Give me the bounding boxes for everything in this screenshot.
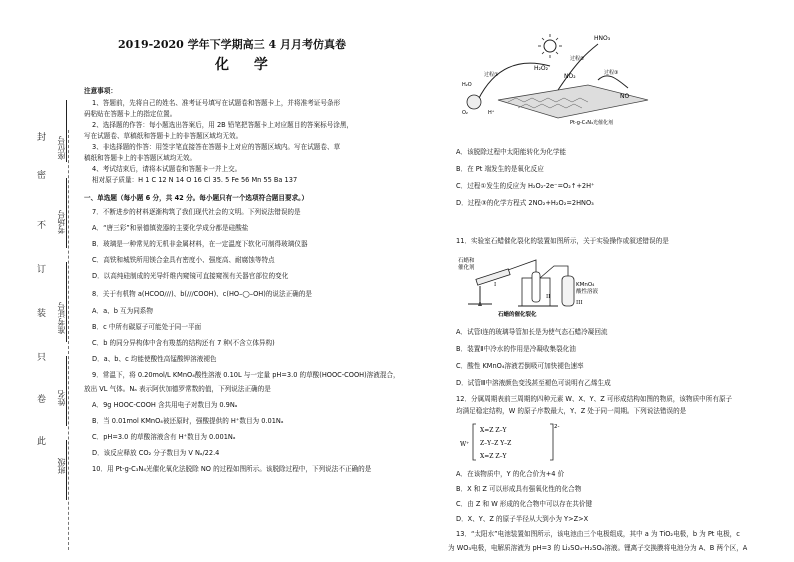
note-line: 码粘贴在答题卡上的指定位置。: [84, 110, 177, 118]
q10-option-a: A．该脱除过程中太阳能转化为化学能: [456, 148, 567, 156]
fig10-label-process2: 过程②: [570, 56, 585, 62]
side-char-4: 订: [37, 265, 47, 275]
fig10-label-h2o2: H₂O₂: [534, 65, 549, 72]
fig11-label-ii: II: [546, 294, 551, 300]
question-9: 9．常温下，将 0.20mol/L KMnO₄酸性溶液 0.10L 与一定量 pH=3.0 的草酸(HOOC-COOH)溶液混合，: [92, 371, 400, 379]
fig11-label-kmno4: KMnO₄: [576, 282, 595, 288]
q11-option-a: A．试管Ⅰ连的玻璃导管加长是为使气态石蜡冷凝回流: [456, 328, 608, 336]
note-line: 写在试题卷、草稿纸和答题卡上的非答题区域均无效。: [84, 132, 243, 140]
side-label-class: 班级: [57, 458, 66, 474]
fig11-label-acid: 酸性溶液: [576, 289, 599, 295]
atomic-masses: 相对原子质量：H 1 C 12 N 14 O 16 Cl 35. 5 Fe 56 Mn 55 Ba 137: [92, 176, 298, 184]
fig10-label-o2: O₂: [462, 110, 468, 116]
fig10-label-process1: 过程①: [484, 72, 499, 78]
fig10-label-no2: NO₂: [564, 73, 576, 80]
room-line: [66, 178, 67, 248]
side-char-8: 此: [37, 437, 47, 447]
q8-option-c: C．b 的同分异构体中含有羧基的结构还有 7 种(不含立体异构): [92, 339, 275, 347]
q11-option-c: C．酸性 KMnO₄溶液若倒吸可加快褪色速率: [456, 362, 584, 370]
side-label-ticket: 准考证号: [57, 302, 66, 334]
q8-option-a: A．a、b 互为同系物: [92, 307, 153, 315]
q10-option-d: D．过程③的化学方程式 2NO₂+H₂O₂=2HNO₃: [456, 199, 594, 207]
fig12-w-ion: W⁺: [460, 441, 470, 448]
fig12-charge: 2-: [554, 424, 560, 430]
question-12-cont: 均满足稳定结构，W 的原子序数最大，Y、Z 处于同一周期。下列说法错误的是: [456, 407, 687, 415]
class-line: [66, 440, 67, 500]
q10-option-b: B．在 Pt 端发生的是氧化反应: [456, 165, 544, 173]
note-line: 3、非选择题的作答：用签字笔直接答在答题卡上对应的答题区域内。写在试题卷、草: [92, 143, 341, 151]
fig11-label-paraffin: 石蜡和: [458, 258, 475, 264]
side-char-1: 封: [37, 133, 47, 143]
side-char-7: 卷: [37, 395, 47, 405]
name-line: [66, 356, 67, 426]
q10-option-c: C．过程①发生的反应为 H₂O₂-2e⁻=O₂↑+2H⁺: [456, 182, 595, 190]
q9-option-c: C．pH=3.0 的草酸溶液含有 H⁺数目为 0.001Nₐ: [92, 433, 236, 441]
q7-option-b: B．玻璃是一种常见的无机非金属材料，在一定温度下软化可制得玻璃仪器: [92, 240, 308, 248]
side-char-3: 不: [37, 221, 47, 231]
question-8: 8．关于有机物 a(HCOO∕∕∕)、b(∕∕∕COOH)、c(HO–◯–OH)的说法正确的是: [92, 290, 312, 298]
q12-option-d: D．X、Y、Z 的原子半径从大到小为 Y>Z>X: [456, 515, 589, 523]
note-line: 2、选择题的作答：每小题选出答案后，用 2B 铅笔把答题卡上对应题目的答案标号涂黑，: [92, 121, 354, 129]
q12-option-b: B．X 和 Z 可以形成具有强氧化性的化合物: [456, 485, 582, 493]
question-11: 11．实验室石蜡催化裂化的装置如图所示，关于实验操作或叙述错误的是: [456, 237, 669, 245]
q11-option-b: B．装置Ⅱ中冷水的作用是冷凝收集裂化油: [456, 345, 576, 353]
side-label-seat: 座位号: [57, 136, 66, 160]
question-12: 12．分属周期表前三周期的四种元素 W、X、Y、Z 可形成结构如图的物质，该物质中所有原子: [456, 395, 733, 403]
fig11-label-i: I: [494, 282, 497, 288]
side-char-2: 密: [37, 171, 47, 181]
binding-column: [0, 0, 82, 562]
q12-option-c: C．由 Z 和 W 形成的化合物中可以存在共价键: [456, 500, 593, 508]
fig10-label-h2o: H₂O: [462, 82, 472, 88]
q9-option-d: D．该反应释放 CO₂ 分子数目为 V Nₐ/22.4: [92, 449, 220, 457]
fig12-row-1: X=Z Z–Y: [480, 427, 507, 434]
fig11-label-iii: III: [576, 300, 583, 306]
side-label-room: 考场号: [57, 210, 66, 234]
fig10-label-h-plus: H⁺: [488, 110, 495, 116]
q9-option-a: A．9g HOOC-COOH 含共用电子对数目为 0.9Nₐ: [92, 401, 238, 409]
q8-option-b: B．c 中所有碳原子可能处于同一平面: [92, 323, 202, 331]
fig10-label-catalyst: Pt-g-C₃N₄光催化剂: [570, 120, 613, 126]
fig12-row-2: Z–Y–Z Y–Z: [480, 440, 512, 447]
fig11-caption: 石蜡的催化裂化: [498, 312, 537, 318]
fig11-label-catalyst: 催化剂: [458, 265, 475, 271]
exam-title: 2019-2020 学年下学期高三 4 月月考仿真卷: [118, 38, 346, 51]
seat-line: [66, 100, 67, 162]
side-char-6: 只: [37, 353, 47, 363]
question-13: 13．“太阳水”电池装置如图所示，该电池由三个电极组成，其中 a 为 TiO₂电极，b 为 Pt 电极，c: [456, 530, 740, 538]
section-heading: 一、单选题（每小题 6 分，共 42 分。每小题只有一个选项符合题目要求。）: [84, 194, 309, 202]
note-line: 1、答题前，先将自己的姓名、准考证号填写在试题卷和答题卡上，并将准考证号条形: [92, 99, 341, 107]
side-label-name: 姓名: [57, 390, 66, 406]
side-char-5: 装: [37, 309, 47, 319]
note-line: 4、考试结束后，请将本试题卷和答题卡一并上交。: [92, 165, 242, 173]
question-7: 7．不断进步的材料逐渐构筑了我们现代社会的文明。下列说法错误的是: [92, 208, 301, 216]
ticket-line: [66, 262, 67, 342]
cracking-apparatus-figure: [458, 248, 608, 318]
q9-option-b: B．当 0.01mol KMnO₄被还原时，强酸提供的 H⁺数目为 0.01Nₐ: [92, 417, 284, 425]
q12-option-a: A．在该物质中，Y 的化合价为+4 价: [456, 470, 565, 478]
question-10: 10．用 Pt-g-C₃N₄光催化氧化法脱除 NO 的过程如图所示。该脱除过程中，下列说法不正确的是: [92, 465, 372, 473]
structure-figure: [458, 420, 568, 466]
question-9-cont: 放出 VL 气体。Nₐ 表示阿伏加德罗常数的值，下列说法正确的是: [84, 385, 271, 393]
fig10-label-no: NO: [620, 93, 630, 100]
note-line: 稿纸和答题卡上的非答题区域均无效。: [84, 154, 197, 162]
q11-option-d: D．试管Ⅲ中溶液颜色变浅甚至褪色可说明有乙烯生成: [456, 379, 611, 387]
q8-option-d: D．a、b、c 均能使酸性高锰酸钾溶液褪色: [92, 355, 217, 363]
q7-option-d: D．以高纯硅制成的光导纤维内窥镜可直接窥视有关器官部位的变化: [92, 272, 289, 280]
q7-option-a: A．“唐三彩”和景德镇瓷器的主要化学成分都是硅酸盐: [92, 224, 249, 232]
binding-dashed-line: [68, 130, 69, 550]
photocatalyst-figure: [458, 30, 658, 128]
notes-heading: 注意事项：: [84, 87, 117, 95]
exam-subject: 化 学: [215, 57, 278, 73]
q7-option-c: C．高铁和城铁所用镁合金具有密度小、强度高、耐腐蚀等特点: [92, 256, 275, 264]
fig12-row-3: X=Z Z–Y: [480, 453, 507, 460]
question-13-cont: 为 WO₃电极，电解质溶液为 pH=3 的 Li₂SO₄-H₂SO₄溶液。锂离子交换膜将电池分为 A、B 两个区，A: [448, 544, 748, 552]
fig10-label-hno3: HNO₃: [594, 35, 611, 42]
fig10-label-process3: 过程③: [604, 70, 619, 76]
